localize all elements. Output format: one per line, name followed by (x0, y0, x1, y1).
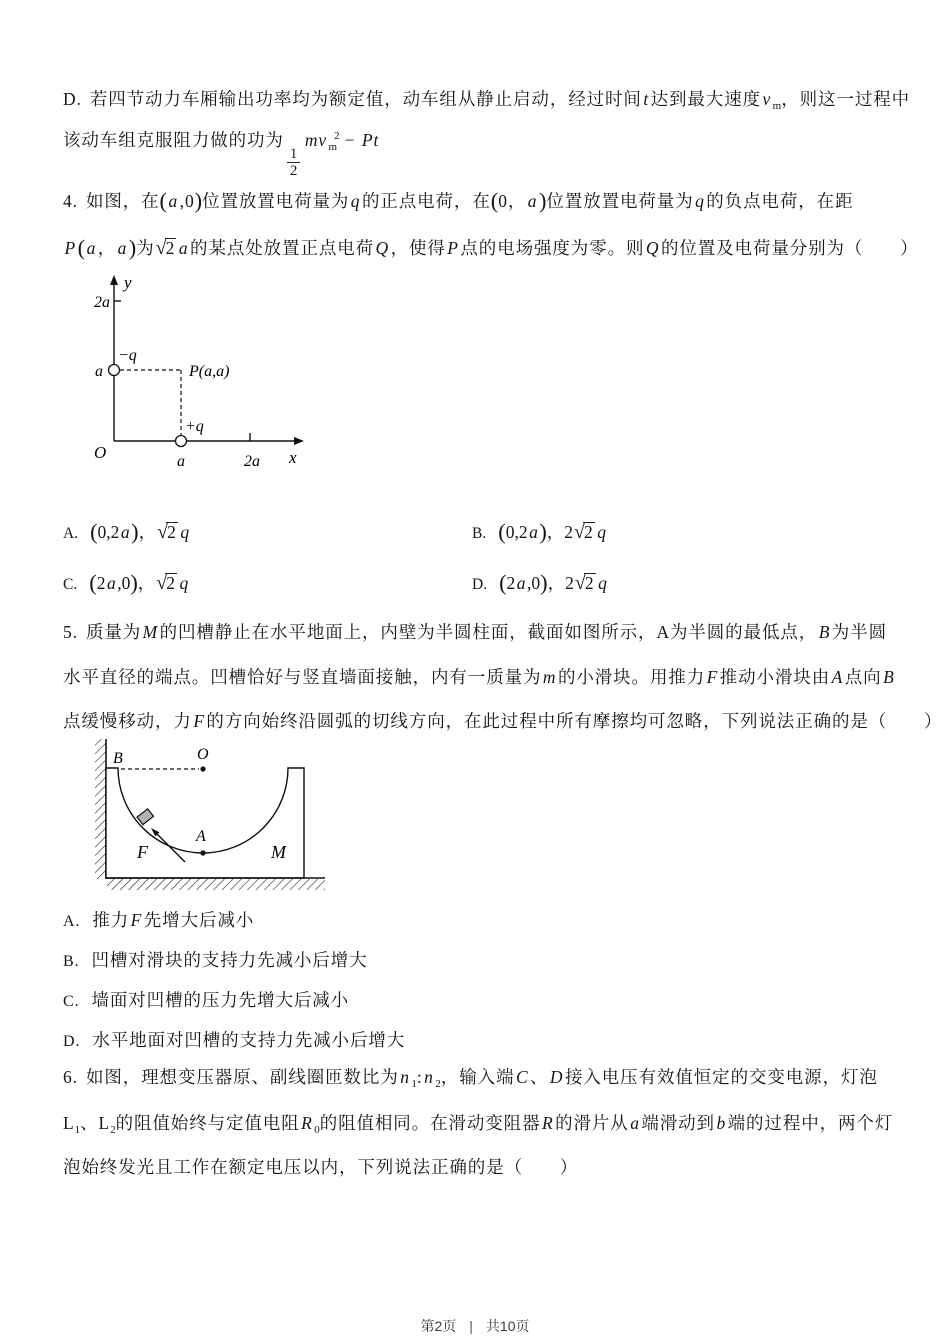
text-run: 点的电场强度为零。则 (460, 238, 645, 258)
lamp-L1: L (63, 1113, 75, 1133)
subscript-0: 0 (314, 1124, 320, 1136)
text-run: 位置放置电荷量为 (202, 191, 350, 211)
text-run: 的阻值相同。在滑动变阻器 (319, 1113, 541, 1133)
var-P: P (64, 238, 77, 258)
paren-close: ) (540, 570, 548, 595)
y-tick-a-label: a (95, 363, 103, 380)
text-run: 质量为 (85, 622, 142, 642)
sqrt-2 (156, 573, 177, 593)
subscript-1: 1 (411, 1078, 417, 1090)
paren-open: ( (499, 570, 507, 595)
x-tick-2a-label: 2a (244, 453, 260, 470)
option-d-label: D. (63, 89, 82, 109)
paren-open: ( (89, 570, 97, 595)
var-R0: R (301, 1113, 313, 1133)
option-label: A. (63, 913, 81, 930)
fraction-denominator: 2 (289, 163, 298, 180)
footer-separator: | (469, 1318, 473, 1334)
text-run: 如图，理想变压器原、副线圈匝数比为 (85, 1067, 399, 1087)
negative-charge-label: −q (118, 347, 137, 364)
x-axis-label: x (289, 448, 297, 467)
text-run: 的正点电荷，在 (361, 191, 491, 211)
text-run: 如图，在 (85, 191, 160, 211)
lowest-point-a (200, 850, 205, 855)
option-label: A. (63, 525, 79, 542)
var-a: a (117, 238, 128, 258)
var-B: B (883, 667, 895, 687)
text-run: 为半圆的最低点， (669, 622, 818, 642)
ratio-colon: : (416, 1067, 423, 1087)
text-run: ，则这一过程中 (781, 89, 911, 109)
radicand: 2 (584, 522, 593, 542)
option-label: D. (63, 1033, 81, 1050)
point-a-label: A (196, 828, 206, 845)
var-q: q (350, 191, 361, 211)
var-q: q (597, 522, 607, 542)
var-a: a (168, 191, 179, 211)
text-run: 为 (136, 238, 155, 258)
var-t: t (643, 89, 650, 109)
text-run: ，输入端 (440, 1067, 515, 1087)
var-n2: n (424, 1067, 434, 1087)
text-run: 0,2 (505, 522, 528, 542)
question-6-line1 (63, 1062, 878, 1099)
text-run: 若四节动力车厢输出功率均为额定值，动车组从静止启动，经过时间 (89, 89, 642, 109)
var-mv: mv (304, 130, 328, 150)
var-a: a (106, 573, 116, 593)
text-run: 端的过程中，两个灯 (727, 1113, 894, 1133)
var-A: A (656, 622, 670, 642)
enum-comma: 、 (80, 1113, 99, 1133)
text-run: 接入电压有效值恒定的交变电源，灯泡 (564, 1067, 878, 1087)
y-axis-label: y (124, 274, 132, 292)
comma: ， (137, 573, 156, 593)
question-6-number: 6. (63, 1067, 78, 1087)
subscript-2: 2 (110, 1124, 116, 1136)
text-run: 先增大后减小 (143, 910, 255, 930)
text-run: 的滑片从 (555, 1113, 629, 1133)
text-run: 的阻值始终与定值电阻 (115, 1113, 300, 1133)
var-q: q (180, 522, 190, 542)
var-Q: Q (375, 238, 390, 258)
var-v: v (762, 89, 772, 109)
var-A: A (831, 667, 844, 687)
sqrt-2 (575, 573, 596, 593)
text-run: 点向 (844, 667, 882, 687)
paren-open: ( (159, 188, 168, 213)
subscript-m: m (328, 141, 338, 153)
minus-operator: − (344, 130, 356, 150)
var-M: M (142, 622, 159, 642)
text-run: 位置放置电荷量为 (546, 191, 694, 211)
text-run: 为半圆 (831, 622, 887, 642)
text-run: 推力 (92, 910, 130, 930)
q5-option-d (63, 1025, 405, 1057)
figure-q4-charges-diagram (86, 274, 310, 470)
option-label: C. (63, 993, 80, 1010)
center-o-label: O (197, 746, 209, 763)
option-label: D. (472, 576, 488, 593)
question-6-line3 (63, 1152, 578, 1182)
lamp-L2: L (98, 1113, 111, 1133)
var-n1: n (400, 1067, 410, 1087)
var-a: a (527, 191, 538, 211)
paren-close: ) (131, 519, 139, 544)
question-5-line2 (63, 662, 896, 692)
option-d-line1 (63, 84, 910, 121)
mass-m-label: M (271, 842, 286, 862)
var-Q: Q (645, 238, 660, 258)
text-run: 达到最大速度 (650, 89, 761, 109)
text-run: 的小滑块。用推力 (557, 667, 706, 687)
text-run: 端滑动到 (641, 1113, 715, 1133)
slider-block (137, 809, 153, 825)
var-D: D (549, 1067, 564, 1087)
var-q: q (695, 191, 705, 211)
positive-charge-marker (176, 436, 187, 447)
enum-comma: 、 (530, 1067, 549, 1087)
text-run: 2 (96, 573, 106, 593)
q5-option-c (63, 985, 349, 1017)
var-a: a (630, 1113, 640, 1133)
var-B: B (818, 622, 831, 642)
coefficient: 2 (564, 522, 574, 542)
var-a: a (120, 522, 130, 542)
option-label: C. (63, 576, 78, 593)
radical-sign: √ (574, 572, 586, 594)
radicand: 2 (167, 522, 176, 542)
paren-open: ( (498, 519, 506, 544)
text-run: 0， (498, 191, 527, 211)
text-run: 的某点处放置正点电荷 (190, 238, 375, 258)
paren-open: ( (77, 235, 86, 260)
text-run: 水平直径的端点。凹槽恰好与竖直墙面接触，内有一质量为 (63, 667, 542, 687)
sqrt-2 (157, 522, 178, 542)
q4-option-b (472, 517, 608, 549)
question-4-line2 (63, 233, 919, 263)
sqrt-2a (156, 238, 177, 258)
q4-option-c (63, 568, 190, 600)
var-q: q (179, 573, 189, 593)
center-point-o (200, 766, 205, 771)
question-4-number: 4. (63, 191, 78, 211)
subscript-2: 2 (435, 1078, 441, 1090)
footer-total-pages: 共10页 (485, 1318, 530, 1334)
wall-hatching (95, 739, 106, 879)
question-5-line1 (63, 617, 887, 647)
point-b-label: B (113, 750, 123, 767)
var-m: m (542, 667, 557, 687)
q4-option-a (63, 517, 191, 549)
paren-close: ) (538, 188, 547, 213)
page-footer (0, 1316, 950, 1336)
text-run: 点缓慢移动，力 (63, 711, 192, 731)
q5-option-a (63, 905, 254, 937)
var-a: a (178, 238, 189, 258)
text-run: ,0 (527, 573, 541, 593)
text-run: ， (97, 238, 117, 258)
radicand: 2 (166, 573, 176, 593)
paren-close: ) (128, 235, 137, 260)
text-run: 2 (506, 573, 516, 593)
radical-sign: √ (157, 521, 169, 543)
paren-close: ) (194, 188, 203, 213)
footer-page-number: 第2页 (420, 1318, 457, 1334)
var-F: F (193, 711, 205, 731)
q5-option-b (63, 945, 367, 977)
radical-sign: √ (156, 572, 168, 594)
text-run: 的位置及电荷量分别为（ ） (660, 238, 919, 258)
superscript-2: 2 (334, 130, 340, 142)
var-q: q (598, 573, 607, 593)
option-d-line2 (63, 121, 381, 179)
text-run: 水平地面对凹槽的支持力先减小后增大 (92, 1030, 406, 1050)
var-C: C (515, 1067, 529, 1087)
point-p-label: P(a,a) (189, 363, 230, 380)
text-run: 的方向始终沿圆弧的切线方向，在此过程中所有摩擦均可忽略，下列说法正确的是（ ） (206, 711, 943, 731)
comma: ， (138, 522, 157, 542)
x-tick-a-label: a (177, 453, 185, 470)
text-run: ，使得 (390, 238, 446, 258)
question-5-number: 5. (63, 622, 78, 642)
text-run: 推动小滑块由 (719, 667, 831, 687)
text-run: 泡始终发光且工作在额定电压以内，下列说法正确的是（ ） (63, 1157, 579, 1177)
paren-open: ( (90, 519, 98, 544)
origin-label: O (94, 443, 107, 462)
text-run: 墙面对凹槽的压力先增大后减小 (91, 990, 350, 1010)
fraction-numerator: 1 (287, 146, 301, 163)
fraction-one-half (287, 146, 301, 179)
question-5-line3 (63, 706, 942, 736)
radicand: 2 (584, 573, 594, 593)
var-a: a (529, 522, 538, 542)
var-R: R (542, 1113, 554, 1133)
ground-hatching (107, 879, 325, 890)
var-P: P (447, 238, 459, 258)
var-b: b (716, 1113, 727, 1133)
var-F: F (706, 667, 719, 687)
paren-close: ) (539, 519, 547, 544)
text-run: ,0 (117, 573, 131, 593)
comma: ， (547, 573, 566, 593)
paren-open: ( (490, 188, 499, 213)
radicand: 2 (165, 238, 175, 258)
option-label: B. (472, 525, 487, 542)
var-a: a (86, 238, 97, 258)
option-label: B. (63, 953, 80, 970)
y-tick-2a-label: 2a (94, 294, 110, 311)
x-axis-arrowhead (294, 437, 304, 445)
text-run: 的凹槽静止在水平地面上，内壁为半圆柱面，截面如图所示， (159, 622, 657, 642)
q4-option-d (472, 568, 608, 600)
text-run: 0,2 (97, 522, 120, 542)
subscript-1: 1 (74, 1124, 81, 1136)
question-4-line1 (63, 186, 853, 216)
positive-charge-label: +q (185, 418, 204, 435)
var-a: a (516, 573, 526, 593)
text-run: 的负点电荷，在距 (706, 191, 854, 211)
force-f-label: F (137, 842, 148, 862)
question-6-line2 (63, 1108, 893, 1145)
figure-q5-groove-diagram (73, 733, 343, 898)
paren-close: ) (130, 570, 138, 595)
text-run: ,0 (179, 191, 195, 211)
var-F: F (130, 910, 143, 930)
coefficient: 2 (565, 573, 574, 593)
y-axis-arrowhead (110, 275, 118, 285)
subscript-m: m (772, 100, 782, 112)
text-run: 凹槽对滑块的支持力先减小后增大 (91, 950, 368, 970)
radical-sign: √ (155, 237, 167, 259)
sqrt-2 (574, 522, 595, 542)
var-Pt: Pt (361, 130, 380, 150)
negative-charge-marker (109, 365, 120, 376)
comma: ， (546, 522, 565, 542)
text-run: 该动车组克服阻力做的功为 (63, 130, 284, 150)
radical-sign: √ (574, 521, 586, 543)
